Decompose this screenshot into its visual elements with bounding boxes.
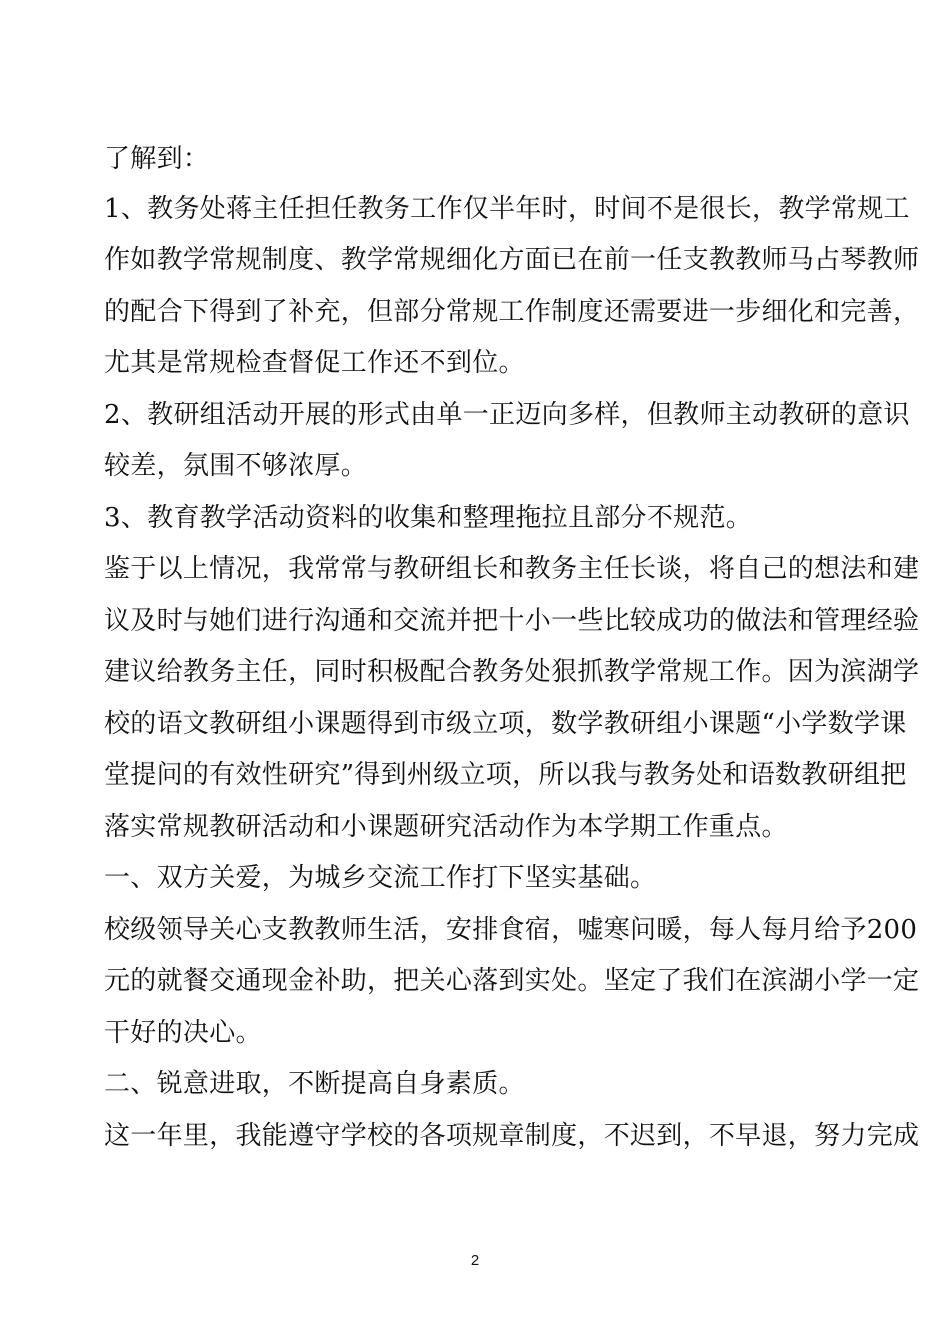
text-line: 校级领导关心支教教师生活，安排食宿，嘘寒问暖，每人每月给予200	[104, 915, 918, 945]
text-line: 议及时与她们进行沟通和交流并把十小一些比较成功的做法和管理经验	[104, 606, 920, 636]
text-line: 堂提问的有效性研究”得到州级立项，所以我与教务处和语数教研组把	[104, 760, 907, 790]
text-line: 建议给教务主任，同时积极配合教务处狠抓教学常规工作。因为滨湖学	[104, 657, 920, 687]
text-line: 的配合下得到了补充，但部分常规工作制度还需要进一步细化和完善，	[104, 297, 920, 327]
text-line: 这一年里，我能遵守学校的各项规章制度，不迟到，不早退，努力完成	[104, 1121, 920, 1151]
text-line: 3、教育教学活动资料的收集和整理拖拉且部分不规范。	[104, 503, 753, 533]
text-line: 二、锐意进取，不断提高自身素质。	[104, 1069, 525, 1099]
text-line: 落实常规教研活动和小课题研究活动作为本学期工作重点。	[104, 812, 788, 842]
text-line: 1、教务处蒋主任担任教务工作仅半年时，时间不是很长，教学常规工	[104, 194, 910, 224]
text-line: 作如教学常规制度、教学常规细化方面已在前一任支教教师马占琴教师	[104, 245, 920, 275]
text-line: 了解到：	[104, 144, 210, 174]
text-line: 干好的决心。	[104, 1018, 262, 1048]
text-line: 较差，氛围不够浓厚。	[104, 451, 368, 481]
text-line: 校的语文教研组小课题得到市级立项，数学教研组小课题“小学数学课	[104, 709, 907, 739]
text-line: 一、双方关爱，为城乡交流工作打下坚实基础。	[104, 863, 657, 893]
text-line: 2、教研组活动开展的形式由单一正迈向多样，但教师主动教研的意识	[104, 400, 910, 430]
text-line: 鉴于以上情况，我常常与教研组长和教务主任长谈，将自己的想法和建	[104, 554, 920, 584]
text-line: 元的就餐交通现金补助，把关心落到实处。坚定了我们在滨湖小学一定	[104, 966, 920, 996]
page-number: 2	[470, 1252, 480, 1269]
text-line: 尤其是常规检查督促工作还不到位。	[104, 348, 525, 378]
